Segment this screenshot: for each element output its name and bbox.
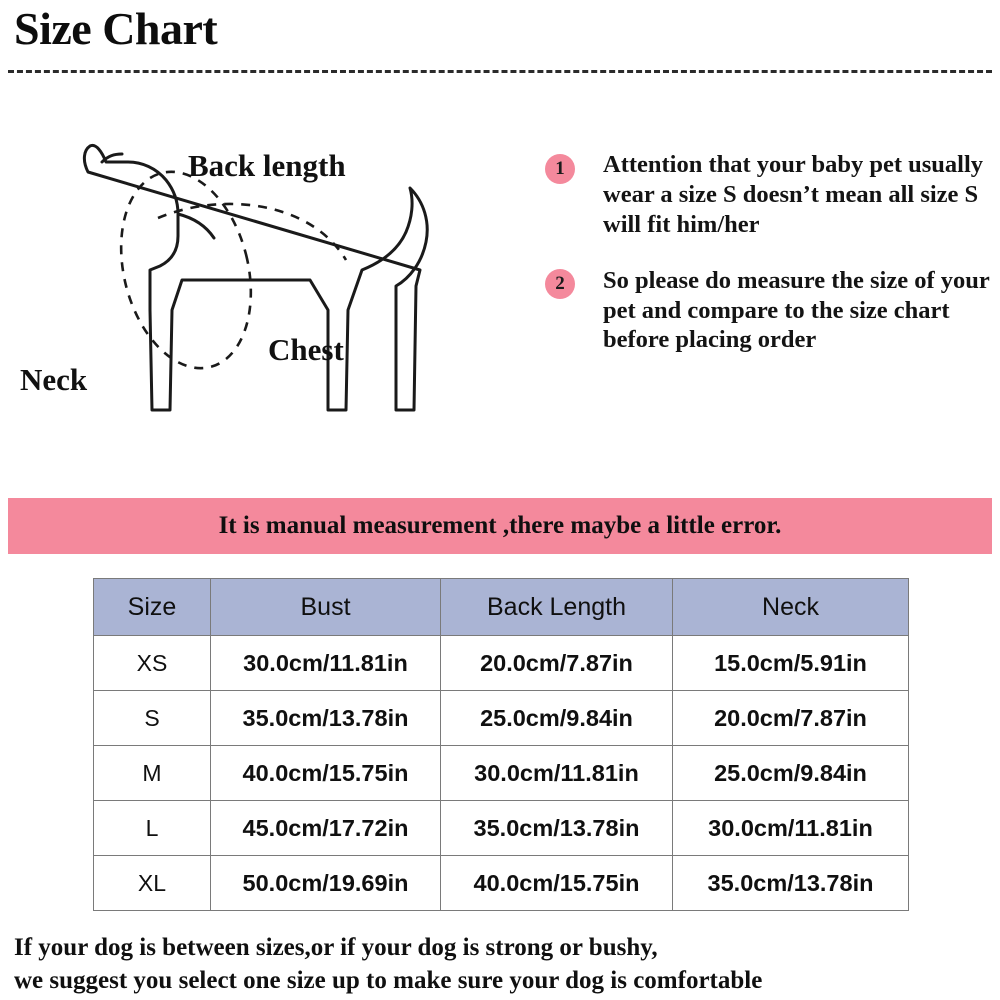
dashed-divider bbox=[8, 70, 992, 73]
cell-back-length: 25.0cm/9.84in bbox=[441, 691, 673, 746]
cell-size: L bbox=[94, 801, 211, 856]
column-header-back-length: Back Length bbox=[441, 579, 673, 636]
cell-neck: 35.0cm/13.78in bbox=[673, 856, 909, 911]
note-text: So please do measure the size of your pet and compare to the size chart before placing order bbox=[603, 266, 990, 354]
label-back-length: Back length bbox=[188, 148, 346, 183]
table-row bbox=[94, 636, 909, 691]
size-table-container bbox=[93, 578, 908, 911]
note-item bbox=[545, 150, 990, 240]
cell-bust: 40.0cm/15.75in bbox=[211, 746, 441, 801]
cell-bust: 30.0cm/11.81in bbox=[211, 636, 441, 691]
footer-line-1: If your dog is between sizes,or if your dog is strong or bushy, bbox=[14, 934, 658, 961]
cell-size: S bbox=[94, 691, 211, 746]
table-row bbox=[94, 746, 909, 801]
footer-line-2: we suggest you select one size up to make sure your dog is comfortable bbox=[14, 966, 763, 994]
attention-notes bbox=[545, 150, 990, 355]
cell-bust: 45.0cm/17.72in bbox=[211, 801, 441, 856]
column-header-neck: Neck bbox=[673, 579, 909, 636]
note-number-badge: 1 bbox=[545, 154, 575, 184]
column-header-bust: Bust bbox=[211, 579, 441, 636]
label-neck: Neck bbox=[20, 362, 88, 397]
page-title: Size Chart bbox=[14, 3, 218, 54]
cell-back-length: 30.0cm/11.81in bbox=[441, 746, 673, 801]
cell-neck: 20.0cm/7.87in bbox=[673, 691, 909, 746]
cell-size: XL bbox=[94, 856, 211, 911]
banner-text: It is manual measurement ,there maybe a little error. bbox=[218, 512, 782, 539]
label-chest: Chest bbox=[268, 332, 344, 367]
cell-size: XS bbox=[94, 636, 211, 691]
table-row bbox=[94, 691, 909, 746]
cell-neck: 30.0cm/11.81in bbox=[673, 801, 909, 856]
note-item bbox=[545, 266, 990, 356]
table-header-row bbox=[94, 579, 909, 636]
table-row bbox=[94, 801, 909, 856]
cell-neck: 25.0cm/9.84in bbox=[673, 746, 909, 801]
dog-diagram bbox=[10, 110, 480, 480]
note-text: Attention that your baby pet usually wear a size S doesn’t mean all size S will fit him/her bbox=[603, 151, 984, 238]
cell-size: M bbox=[94, 746, 211, 801]
footer-note bbox=[14, 932, 989, 997]
cell-back-length: 40.0cm/15.75in bbox=[441, 856, 673, 911]
cell-bust: 35.0cm/13.78in bbox=[211, 691, 441, 746]
column-header-size: Size bbox=[94, 579, 211, 636]
note-number-badge: 2 bbox=[545, 269, 575, 299]
cell-back-length: 20.0cm/7.87in bbox=[441, 636, 673, 691]
cell-back-length: 35.0cm/13.78in bbox=[441, 801, 673, 856]
measurement-disclaimer-banner bbox=[8, 498, 992, 554]
cell-bust: 50.0cm/19.69in bbox=[211, 856, 441, 911]
cell-neck: 15.0cm/5.91in bbox=[673, 636, 909, 691]
size-table bbox=[93, 578, 909, 911]
table-row bbox=[94, 856, 909, 911]
